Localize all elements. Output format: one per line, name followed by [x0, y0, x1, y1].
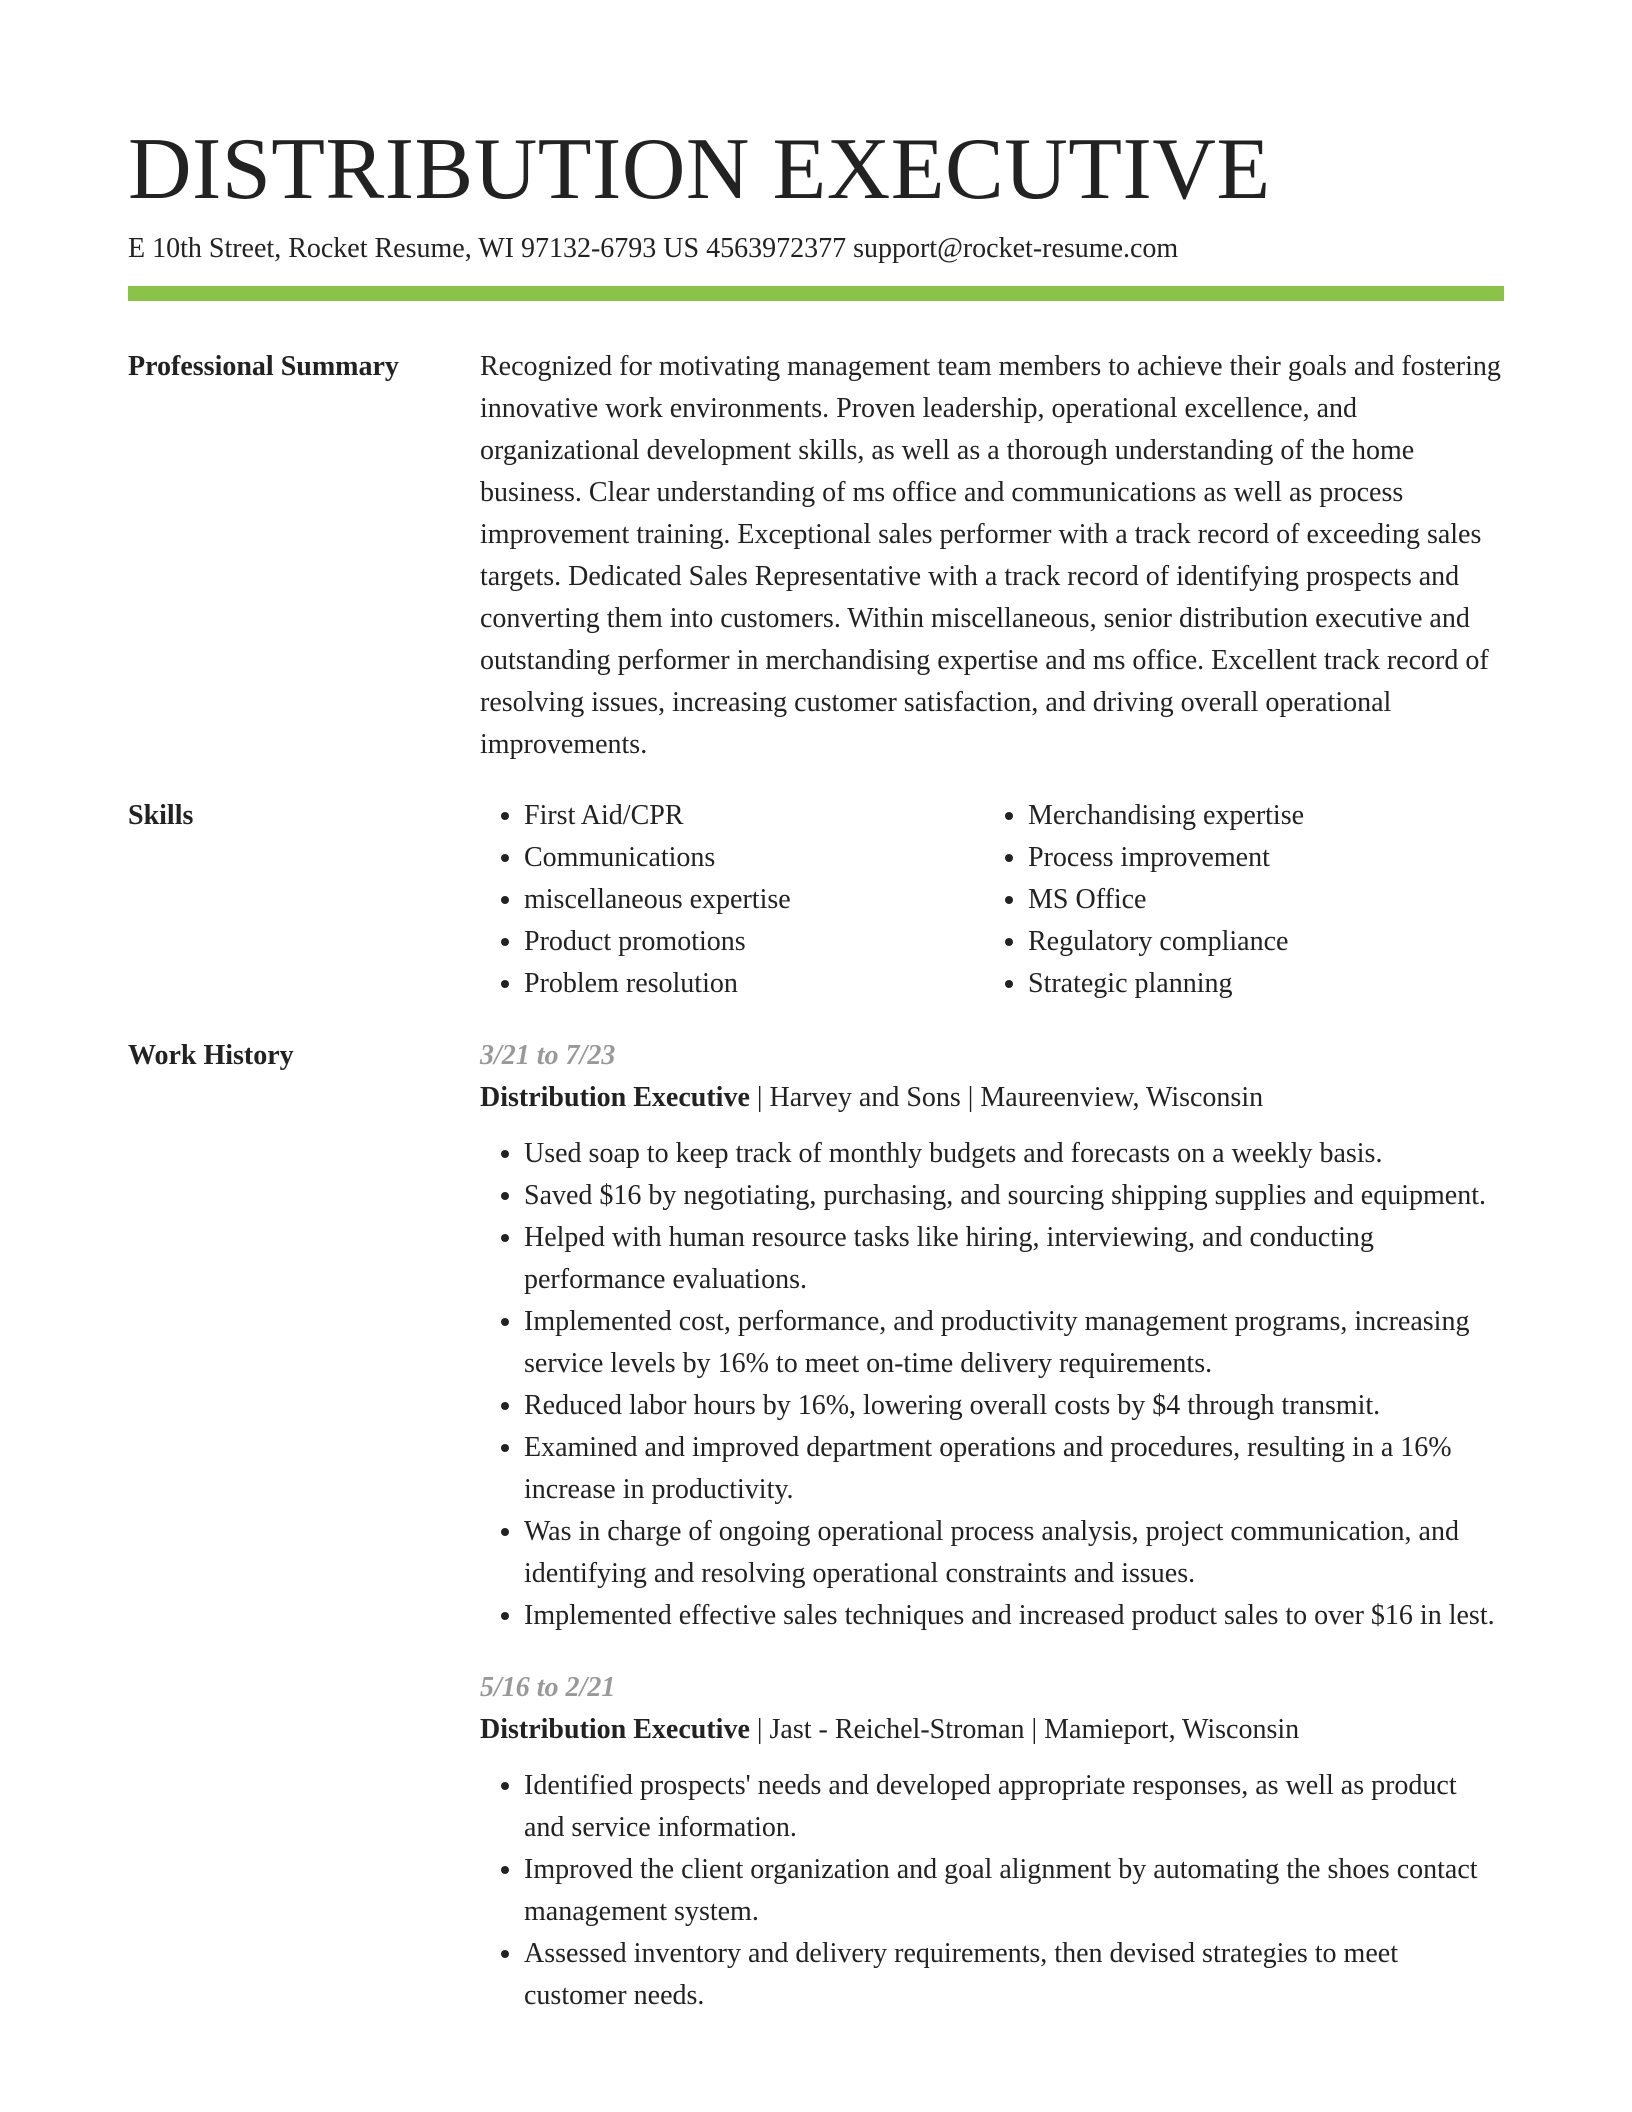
job-bullet: • Implemented cost, performance, and productivity management programs, increasing service levels by 16% to meet on-time delivery requirements. — [524, 1301, 1504, 1385]
skill-item: • Problem resolution — [524, 963, 984, 1005]
job-heading — [480, 1077, 1504, 1119]
job-bullet: • Used soap to keep track of monthly budgets and forecasts on a weekly basis. — [524, 1133, 1504, 1175]
work-history-body — [480, 1035, 1504, 2047]
skills-list-left — [480, 795, 984, 1005]
skill-item: • Regulatory compliance — [1028, 921, 1488, 963]
job-dates: 5/16 to 2/21 — [480, 1672, 616, 1703]
summary-text: Recognized for motivating management team members to achieve their goals and fostering innovative work environments. Proven leadership, operational excellence, and organizational development skills, as well as a thorough understanding of the home business. Clear understanding of ms office and communications as well as process improvement training. Exceptional sales performer with a track record of exceeding sales targets. Dedicated Sales Representative with a track record of identifying prospects and converting them into customers. Within miscellaneous, senior distribution executive and outstanding performer in merchandising expertise and ms office. Excellent track record of resolving issues, increasing customer satisfaction, and driving overall operational improvements. — [480, 351, 1501, 760]
job-title: Distribution Executive — [480, 1082, 750, 1113]
resume-name-heading: DISTRIBUTION EXECUTIVE — [128, 121, 1271, 218]
skill-item: • Product promotions — [524, 921, 984, 963]
skill-item: • Process improvement — [1028, 837, 1488, 879]
job-bullet: • Reduced labor hours by 16%, lowering overall costs by $4 through transmit. — [524, 1385, 1504, 1427]
job-entry — [480, 1035, 1504, 1637]
job-bullet: • Examined and improved department operations and procedures, resulting in a 16% increase in productivity. — [524, 1427, 1504, 1511]
job-entry — [480, 1667, 1504, 2017]
skill-item: • miscellaneous expertise — [524, 879, 984, 921]
job-bullet: • Identified prospects' needs and developed appropriate responses, as well as product and service information. — [524, 1765, 1504, 1849]
job-bullet-list — [480, 1765, 1504, 2017]
job-heading — [480, 1709, 1504, 1751]
summary-title: Professional Summary — [128, 351, 399, 382]
job-bullet: • Improved the client organization and goal alignment by automating the shoes contact management system. — [524, 1849, 1504, 1933]
skill-item: • Merchandising expertise — [1028, 795, 1488, 837]
summary-body — [480, 346, 1504, 766]
job-bullet: • Was in charge of ongoing operational process analysis, project communication, and identifying and resolving operational constraints and issues. — [524, 1511, 1504, 1595]
job-bullet: • Saved $16 by negotiating, purchasing, and sourcing shipping supplies and equipment. — [524, 1175, 1504, 1217]
skills-body — [480, 795, 1504, 1005]
contact-line: E 10th Street, Rocket Resume, WI 97132-6793 US 4563972377 support@rocket-resume.com — [128, 233, 1179, 264]
skills-list-right — [984, 795, 1488, 1005]
job-bullet: • Helped with human resource tasks like hiring, interviewing, and conducting performance evaluations. — [524, 1217, 1504, 1301]
job-dates: 3/21 to 7/23 — [480, 1040, 616, 1071]
job-title: Distribution Executive — [480, 1714, 750, 1745]
skill-item: • MS Office — [1028, 879, 1488, 921]
job-employer-location: | Jast - Reichel-Stroman | Mamieport, Wisconsin — [749, 1714, 1300, 1745]
accent-divider — [128, 286, 1504, 301]
job-bullet: • Implemented effective sales techniques and increased product sales to over $16 in lest. — [524, 1595, 1504, 1637]
work-history-title: Work History — [128, 1040, 294, 1071]
job-bullet-list — [480, 1133, 1504, 1637]
skill-item: • Communications — [524, 837, 984, 879]
job-bullet: • Assessed inventory and delivery requirements, then devised strategies to meet customer needs. — [524, 1933, 1504, 2017]
skills-title: Skills — [128, 800, 194, 831]
skill-item: • First Aid/CPR — [524, 795, 984, 837]
skills-grid — [480, 795, 1504, 1005]
job-employer-location: | Harvey and Sons | Maureenview, Wisconsin — [749, 1082, 1264, 1113]
skill-item: • Strategic planning — [1028, 963, 1488, 1005]
